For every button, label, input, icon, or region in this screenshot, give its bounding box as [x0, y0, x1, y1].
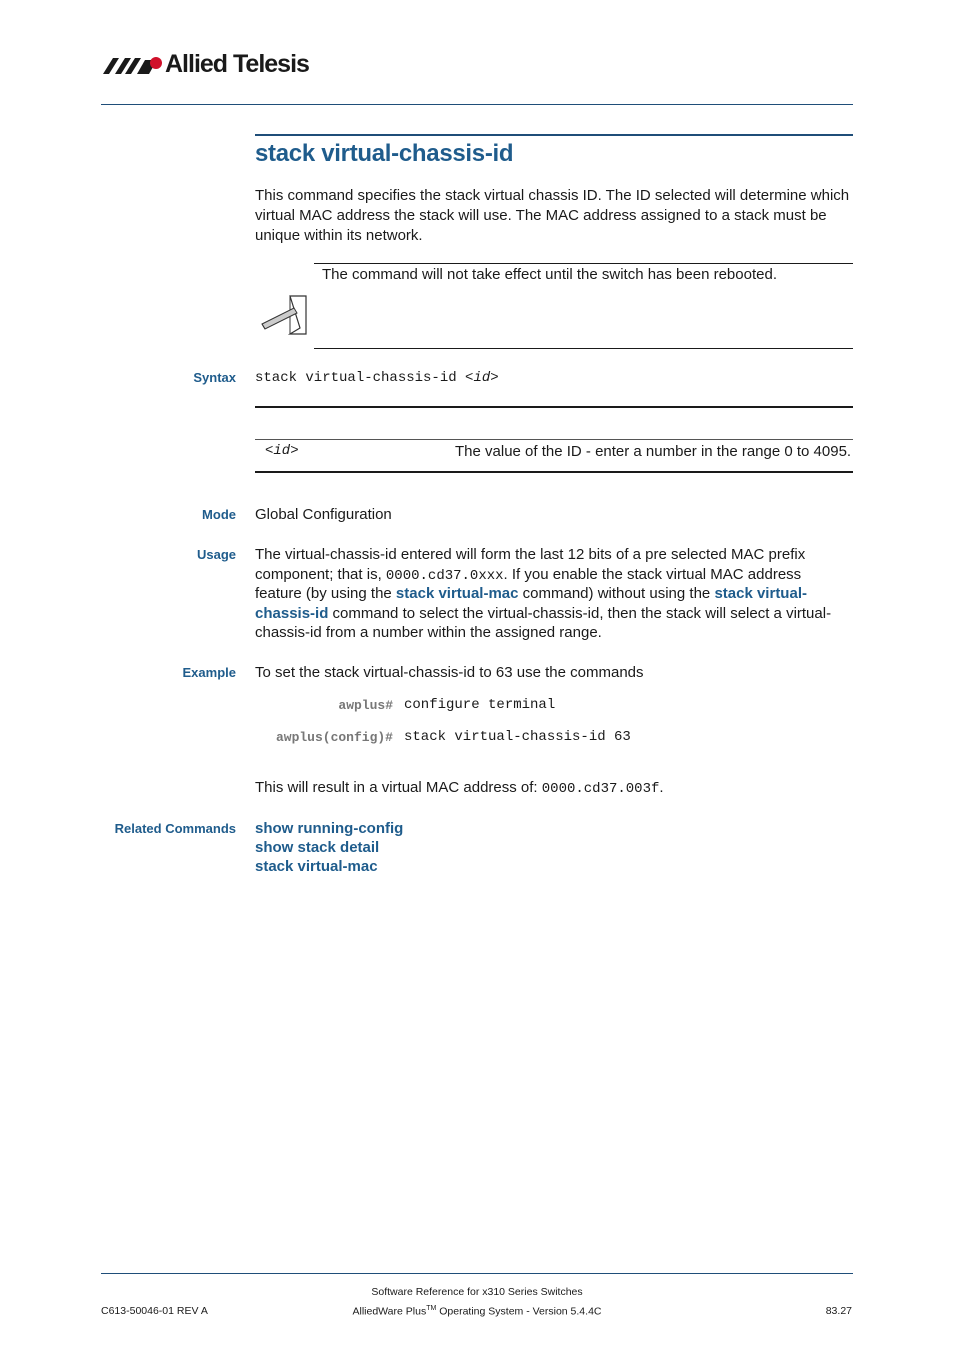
footer-title: Software Reference for x310 Series Switches [371, 1286, 583, 1298]
page-title: stack virtual-chassis-id [255, 140, 514, 167]
footer-os-text: Operating System - Version 5.4.4C [436, 1305, 602, 1318]
usage-label: Usage [196, 547, 236, 562]
param-table-bottom-rule [255, 471, 853, 473]
footer-os-version [0, 1305, 954, 1318]
syntax-label: Syntax [193, 370, 236, 385]
param-name [265, 443, 299, 459]
usage-line [255, 604, 855, 624]
syntax-param-close: > [490, 370, 499, 386]
usage-line [255, 565, 855, 585]
logo-text: Allied Telesis [165, 50, 309, 78]
related-label: Related Commands [114, 821, 236, 836]
stack-virtual-mac-link[interactable]: stack virtual-mac [395, 585, 519, 602]
mode-value: Global Configuration [255, 506, 392, 523]
related-link-show-stack-detail[interactable]: show stack detail [255, 839, 380, 856]
footer-tm: TM [426, 1305, 437, 1312]
related-list [255, 819, 403, 876]
footer-page-number: 83.27 [825, 1305, 852, 1317]
usage-text: The virtual-chassis-id entered will form the last 12 bits of a pre selected MAC prefix [255, 546, 806, 563]
result-text: . [659, 779, 664, 796]
footer-doc-id: C613-50046-01 REV A [101, 1305, 208, 1317]
note-text: The command will not take effect until the switch has been rebooted. [322, 266, 777, 283]
cli-command: stack virtual-chassis-id 63 [404, 729, 631, 745]
param-close: > [290, 443, 299, 459]
usage-text: chassis-id from a number within the assigned range. [255, 624, 602, 641]
syntax-param-open: < [465, 370, 474, 386]
param-description: The value of the ID - enter a number in the range 0 to 4095. [455, 443, 852, 460]
syntax-param: id [473, 370, 491, 386]
footer-os-text: AlliedWare Plus [352, 1305, 427, 1318]
footer-rule [101, 1273, 853, 1274]
usage-paragraph [255, 545, 855, 643]
cli-command: configure terminal [404, 697, 556, 713]
stack-virtual-chassis-id-link-cont[interactable]: chassis-id [255, 604, 329, 622]
result-text: This will result in a virtual MAC address of: [255, 779, 542, 796]
example-command-line [255, 696, 675, 716]
usage-text: component; that is, [255, 565, 386, 583]
usage-text: command) without using the [518, 585, 715, 602]
note-pencil-icon [260, 294, 310, 338]
param-name-text: id [273, 443, 291, 459]
related-link-stack-virtual-mac[interactable]: stack virtual-mac [255, 858, 378, 875]
usage-text: . If you enable the stack virtual MAC address [503, 565, 802, 583]
example-command-line [255, 728, 675, 748]
example-result [255, 778, 664, 800]
intro-paragraph [255, 186, 855, 246]
cli-prompt: awplus(config)# [275, 730, 393, 745]
mac-prefix-code: 0000.cd37.0xxx [385, 567, 504, 584]
title-rule [255, 134, 853, 136]
note-top-rule [314, 263, 853, 264]
stack-virtual-chassis-id-link[interactable]: stack virtual- [714, 585, 807, 602]
header-rule [101, 104, 853, 105]
syntax-command [255, 370, 499, 386]
usage-text: command to select the virtual-chassis-id, then the stack will select a virtual- [328, 604, 832, 622]
param-open: < [265, 443, 274, 459]
intro-line: This command specifies the stack virtual chassis ID. The ID selected will determine which [255, 187, 850, 204]
usage-line [255, 623, 855, 643]
note-bottom-rule [314, 348, 853, 349]
mode-label: Mode [202, 507, 236, 522]
syntax-command-text: stack virtual-chassis-id [255, 370, 466, 386]
intro-line: unique within its network. [255, 227, 423, 244]
intro-line: virtual MAC address the stack will use. The MAC address assigned to a stack must be [255, 207, 827, 224]
cli-prompt: awplus# [338, 698, 393, 713]
example-intro: To set the stack virtual-chassis-id to 63 use the commands [255, 664, 644, 681]
param-table-top-rule [255, 406, 853, 408]
related-link-show-running-config[interactable]: show running-config [255, 820, 404, 837]
result-mac-code: 0000.cd37.003f [541, 781, 660, 797]
usage-line [255, 545, 855, 565]
allied-telesis-logo-icon [101, 48, 165, 82]
usage-text: feature (by using the [255, 585, 396, 602]
param-table-header-rule [255, 439, 853, 440]
example-label: Example [182, 665, 236, 680]
brand-logo [101, 48, 309, 82]
usage-line [255, 584, 855, 604]
